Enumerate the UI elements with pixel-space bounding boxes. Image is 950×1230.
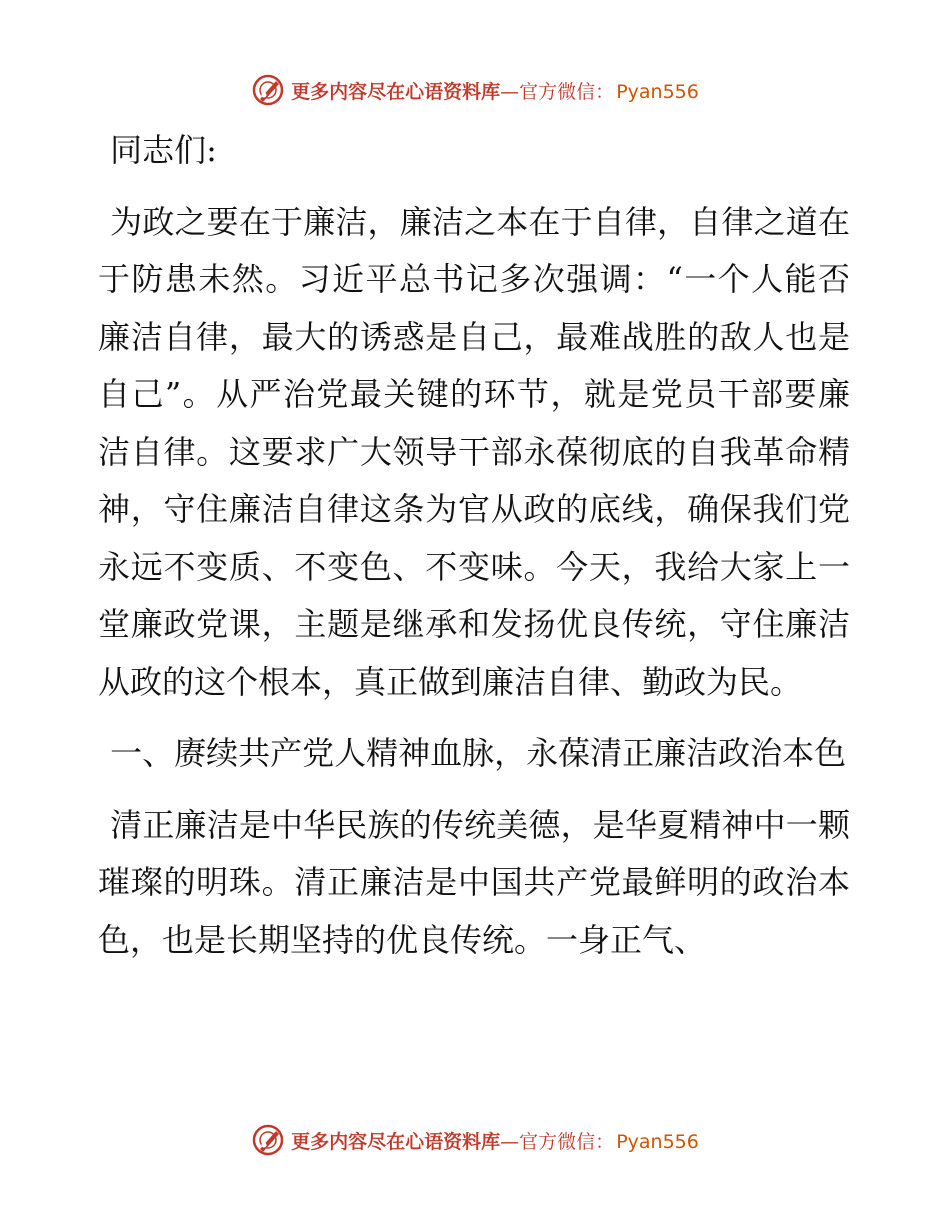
header-banner — [0, 70, 950, 110]
paragraph-1: 为政之要在于廉洁，廉洁之本在于自律，自律之道在于防患未然。习近平总书记多次强调：“一个人能否廉洁自律，最大的诱惑是自己，最难战胜的敌人也是自己”。从严治党最关键的环节，就是党员干部要廉洁自律。这要求广大领导干部永葆彻底的自我革命精神，守住廉洁自律这条为官从政的底线，确保我们党永远不变质、不变色、不变味。今天，我给大家上一堂廉政党课，主题是继承和发扬优良传统，守住廉洁从政的这个根本，真正做到廉洁自律、勤政为民。 — [98, 202, 850, 701]
header-banner-text — [291, 77, 699, 104]
footer-banner — [0, 1120, 950, 1160]
footer-account: Pyan556 — [616, 1130, 699, 1153]
header-main-text: 更多内容尽在心语资料库 — [291, 80, 501, 103]
document-body — [98, 122, 850, 969]
header-separator: — — [500, 80, 520, 103]
footer-sub-text: 官方微信： — [519, 1130, 615, 1153]
header-account: Pyan556 — [616, 80, 699, 103]
footer-main-text: 更多内容尽在心语资料库 — [291, 1130, 501, 1153]
header-sub-text: 官方微信： — [519, 80, 615, 103]
pen-circle-logo-icon — [251, 73, 285, 107]
footer-banner-text — [291, 1127, 699, 1154]
section-heading-1: 一、赓续共产党人精神血脉，永葆清正廉洁政治本色 — [110, 734, 847, 772]
greeting: 同志们: — [110, 131, 217, 169]
paragraph-2: 清正廉洁是中华民族的传统美德，是华夏精神中一颗璀璨的明珠。清正廉洁是中国共产党最鲜明的政治本色，也是长期坚持的优良传统。一身正气、 — [98, 805, 850, 959]
footer-separator: — — [500, 1130, 520, 1153]
pen-circle-logo-icon — [251, 1123, 285, 1157]
